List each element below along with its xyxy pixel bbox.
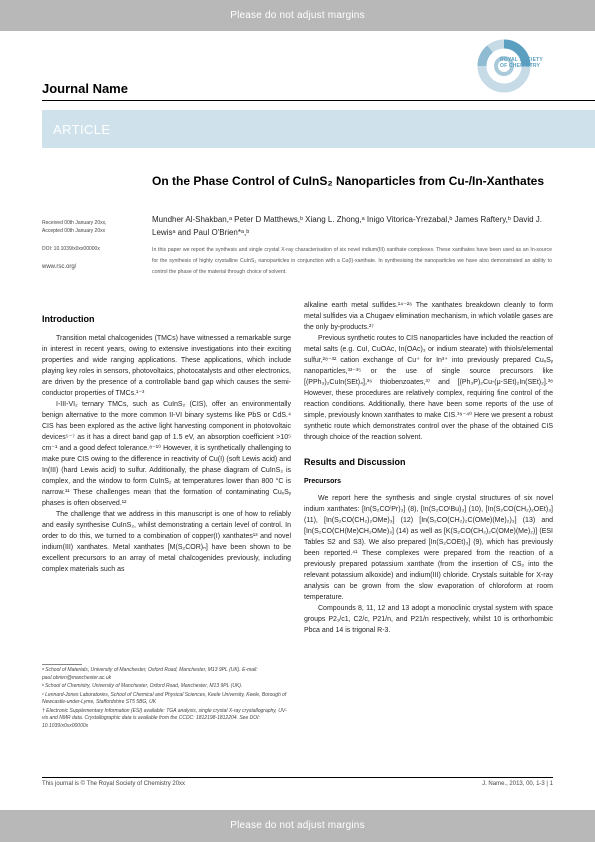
top-margin-notice: Please do not adjust margins (0, 0, 595, 31)
results-paragraph-2: Compounds 8, 11, 12 and 13 adopt a monoclinic crystal system with space groups P2₁/c1, C2/c, P21/n, and P21/n respectively, whilst 10 is orthorhombic Pbca and 14 is trigonal R-3. (304, 605, 553, 634)
received-date: Received 00th January 20xx, (42, 220, 107, 226)
article-type-band (42, 110, 595, 148)
intro-paragraph-2: I-III-VI₂ ternary TMCs, such as CuInS₂ (CIS), offer an environmentally benign alternative to the more common II-VI binary systems like PbS or CdS.⁴ CIS has been explored as the active light harvesting component in photovoltaic devices⁵⁻⁷ as it has a direct band gap of 1.5 eV, an absorption coefficient >10⁵ cm⁻¹ and a good defect tolerance.⁸⁻¹⁰ However, it is synthetically challenging to make pure CIS owing to the difference in reactivity of Cu(I) (soft Lewis acid) and In(III) (hard Lewis acid) to sulfur. Additionally, the phase diagram of CuInS₂ is complex, and the window to form CuInS₂ at temperatures lower than 800 °C is narrow.¹¹ These challenges mean that the formation of contaminating CuₓSᵧ phases is often observed.¹² (42, 401, 291, 507)
results-heading: Results and Discussion (304, 457, 406, 467)
footer-rule (42, 777, 553, 778)
right-column (304, 300, 553, 636)
logo-line-2: OF CHEMISTRY (500, 63, 540, 69)
article-label: ARTICLE (53, 122, 111, 137)
footer-page-info: J. Name., 2013, 00, 1-3 | 1 (482, 781, 553, 787)
journal-rule (42, 100, 595, 101)
footnote-esi: † Electronic Supplementary Information (ESI) available: TGA analysis, single crystal X-ray crystallography, UV-vis and NMR data. Crystallographic data is available from the CCDC: 1812198-1812204. See DOI: 10.1039/x0xx00000x (42, 707, 287, 729)
rsc-logo-text (500, 57, 543, 69)
footnotes (42, 667, 291, 731)
intro-paragraph-4: Previous synthetic routes to CIS nanoparticles have included the reaction of metal salts (e.g. CuI, CuOAc, In(OAc)₃ or indium stearate) with thiols/elemental sulfur,²⁸⁻³² cation exchange of Cu⁺ for In³⁺ into previously prepared CuₓSᵧ nanoparticles,³³⁻³⁵ or the use of single source precursors like [(PPh₃)₂CuIn(SEt)₄],³⁶ thiobenzoates,³⁷ and [(Ph₃P)₂Cu-(μ-SEt)₂In(SEt)₂].³⁸ However, these procedures are relatively complex, requiring fine control of the reaction conditions. Additionally, there have been some reports of the use of simple, previously known xanthates to make CIS.³⁹⁻⁴⁰ Here we present a robust synthetic route which demonstrates control over the phase of the obtained CIS through choice of the reaction solvent. (304, 335, 553, 441)
abstract: In this paper we report the synthesis and single crystal X-ray characterisation of six novel indium(III) xanthate complexes. These xanthates have been used as an In-source for the synthesis of highly crystalline CuInS₂ nanoparticles in conjunction with a Cu(I)-xanthate. In synthesising the nanoparticles we have also demonstrated an ability to control the phase of the material through choice of solvent. (152, 247, 552, 275)
precursors-subheading: Precursors (304, 478, 341, 485)
footer-copyright: This journal is © The Royal Society of Chemistry 20xx (42, 781, 186, 787)
introduction-heading: Introduction (42, 314, 95, 324)
results-paragraph-1: We report here the synthesis and single crystal structures of six novel indium xanthates: [In(S₂COⁱPr)₃] (8), [In(S₂COᵗBu)₃] (10), [In(S₂CO(CH₂)₂OEt)₃] (11), [In(S₂CO(CH₂)₂OMe)₃] (12) [In(S₂CO(CH₂)₂C(OMe)(Me)₂)₃] (13) and [In(S₂CO(CH(Me)CH₂OMe)₃] (14) as well as [K(S₂CO(CH₂)₂C(OMe)(Me)₂)] (ESI Tables S2 and S3). We also prepared [In(S₂COEt)₃] (9), which has previously been reported.⁴¹ These complexes were prepared from the reaction of a previously prepared potassium xanthate (from the insertion of CS₂ into the relevant potassium alkoxide) and indium(III) chloride. Crystals suitable for X-ray analysis can be grown from the slow evaporation of chloroform at room temperature. (304, 495, 553, 601)
footnote-a: ᵃ School of Materials, University of Manchester, Oxford Road, Manchester, M13 9PL (UK). E-mail: paul.obrien@manchester.ac.uk (42, 667, 258, 681)
received-dates (42, 219, 106, 235)
intro-paragraph-1: Transition metal chalcogenides (TMCs) have witnessed a remarkable surge in interest in recent years, owing to extensive investigations into their exciting properties and wide ranging applications. These applications, which include playing key roles in sensors, photovoltaics, photocatalysts and other electronics, are driven by the presence of a controllable band gap which causes the semi-conductor properties of TMCs.¹⁻³ (42, 335, 291, 397)
journal-name: Journal Name (42, 81, 128, 96)
paper-title: On the Phase Control of CuInS₂ Nanoparticles from Cu-/In-Xanthates (152, 174, 545, 188)
footnote-b: ᵇ School of Chemistry, University of Manchester, Oxford Road, Manchester, M13 9PL (UK). (42, 683, 243, 689)
footnote-rule (42, 664, 82, 665)
intro-paragraph-3: The challenge that we address in this manuscript is one of how to reliably and easily synthesise CuInS₂, whilst demonstrating a certain level of control. In order to do this, we turned to a combination of copper(I) xanthates¹³ and novel indium(III) xanthates. Metal xanthates [M(S₂COR)ₙ] have been shown to be excellent precursors to an array of metal chalcogenides previously, including complex materials such as (42, 511, 291, 573)
accepted-date: Accepted 00th January 20xx (42, 228, 106, 234)
left-column (42, 312, 291, 575)
bottom-margin-notice: Please do not adjust margins (0, 810, 595, 842)
logo-line-1: ROYAL SOCIETY (500, 57, 543, 63)
footnote-c: ᶜ Lennard-Jones Laboratories, School of Chemical and Physical Sciences, Keele University, Keele, Borough of Newcastle-under-Lyme, Staffordshire ST5 5BG, UK (42, 691, 287, 705)
author-list: Mundher Al-Shakban,ᵃ Peter D Matthews,ᵇ Xiang L. Zhong,ᵃ Inigo Vitorica-Yrezabal,ᵇ James Raftery,ᵇ David J. Lewisᵃ and Paul O'Brien*ᵃ,ᵇ (152, 215, 543, 237)
doi: DOI: 10.1039/x0xx00000x (42, 246, 100, 252)
rsc-url-link[interactable]: www.rsc.org/ (42, 264, 77, 270)
intro-continuation: alkaline earth metal sulfides.¹⁴⁻²⁶ The xanthates breakdown cleanly to form metal sulfides via a Chugaev elimination mechanism, in which volatile gases are the only by-products.²⁷ (304, 302, 553, 331)
